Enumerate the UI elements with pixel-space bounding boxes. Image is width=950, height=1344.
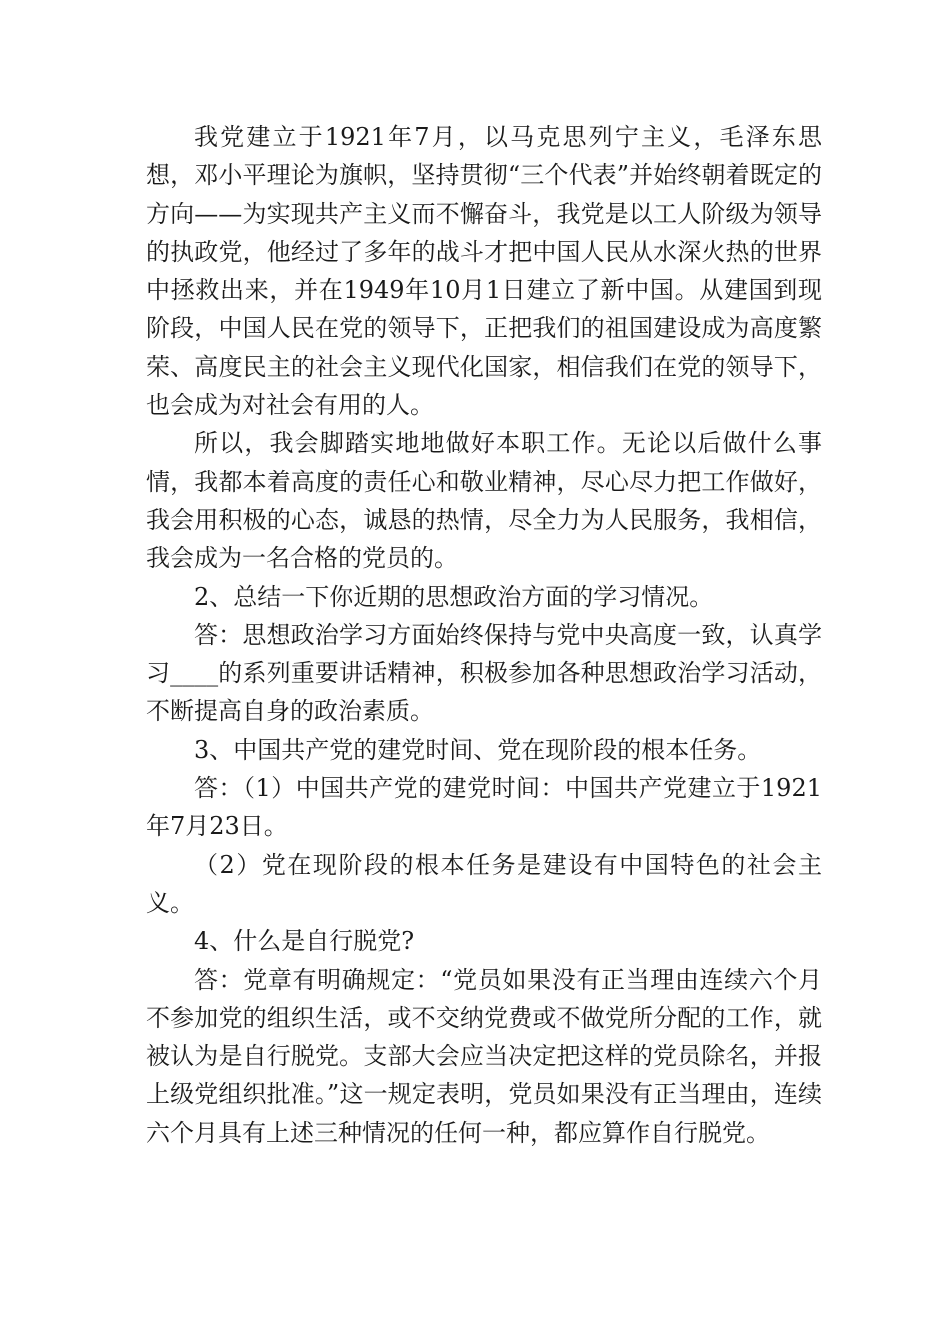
document-page [146,118,822,1152]
answer-2: 答：思想政治学习方面始终保持与党中央高度一致，认真学习____的系列重要讲话精神，积极参加各种思想政治学习活动，不断提高自身的政治素质。 [146,620,822,726]
question-3: 3、中国共产党的建党时间、党在现阶段的根本任务。 [194,735,762,764]
answer-3-part-2: （2）党在现阶段的根本任务是建设有中国特色的社会主义。 [146,850,822,917]
paragraph-party-founding: 我党建立于1921年7月，以马克思列宁主义，毛泽东思想，邓小平理论为旗帜，坚持贯彻“三个代表”并始终朝着既定的方向——为实现共产主义而不懈奋斗，我党是以工人阶级为领导的执政党，他经过了多年的战斗才把中国人民从水深火热的世界中拯救出来，并在1949年10月1日建立了新中国。从建国到现阶段，中国人民在党的领导下，正把我们的祖国建设成为高度繁荣、高度民主的社会主义现代化国家，相信我们在党的领导下，也会成为对社会有用的人。 [146,123,822,420]
question-4: 4、什么是自行脱党? [194,927,415,956]
answer-3-part-1: 答：（1）中国共产党的建党时间：中国共产党建立于1921年7月23日。 [146,774,822,841]
paragraph-commitment: 所以，我会脚踏实地地做好本职工作。无论以后做什么事情，我都本着高度的责任心和敬业精神，尽心尽力把工作做好，我会用积极的心态，诚恳的热情，尽全力为人民服务，我相信，我会成为一名合格的党员的。 [146,429,822,573]
question-2: 2、总结一下你近期的思想政治方面的学习情况。 [194,582,714,611]
answer-4: 答：党章有明确规定：“党员如果没有正当理由连续六个月不参加党的组织生活，或不交纳党费或不做党所分配的工作，就被认为是自行脱党。支部大会应当决定把这样的党员除名，并报上级党组织批准。”这一规定表明，党员如果没有正当理由，连续六个月具有上述三种情况的任何一种，都应算作自行脱党。 [146,965,822,1147]
